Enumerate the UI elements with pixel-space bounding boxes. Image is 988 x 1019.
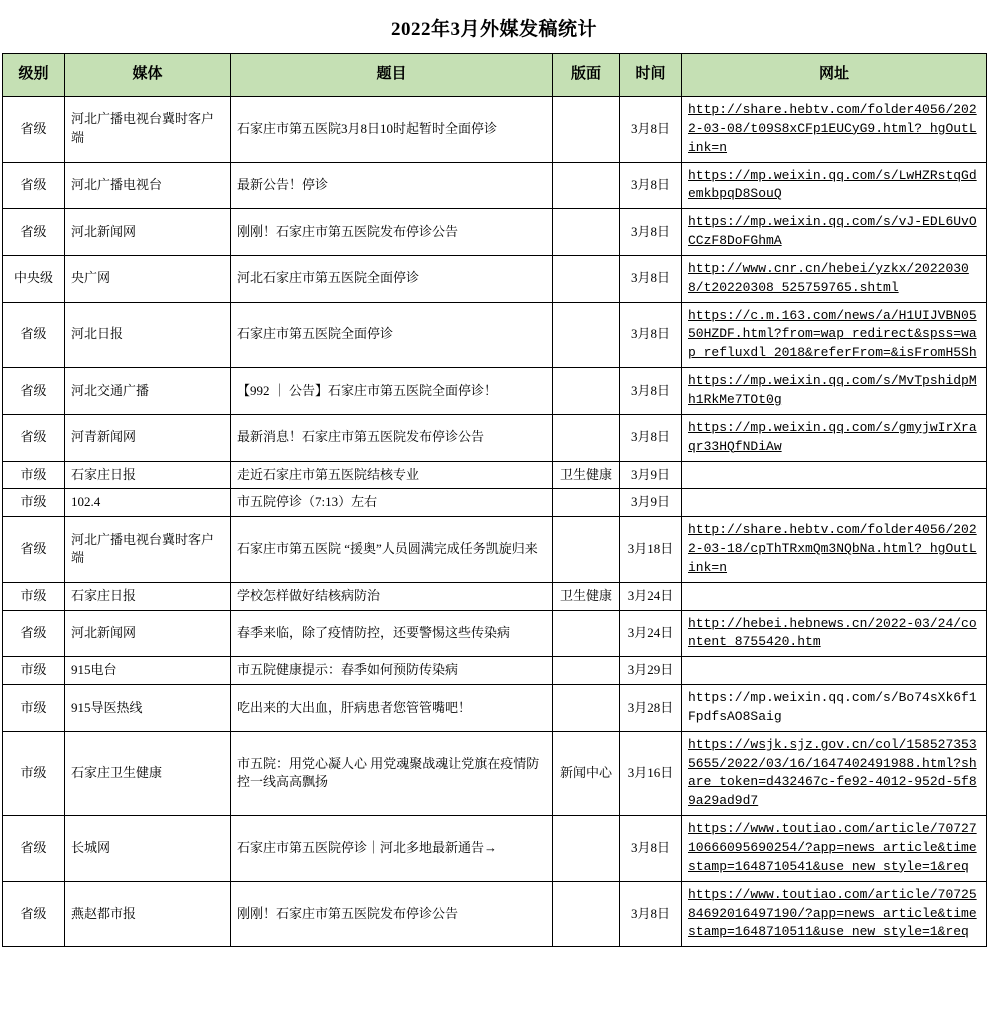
cell-date: 3月9日 xyxy=(620,461,682,489)
cell-section xyxy=(553,209,620,256)
table-row xyxy=(3,461,987,489)
table-row xyxy=(3,582,987,610)
url-link[interactable]: https://c.m.163.com/news/a/H1UIJVBN0550HZDF.html?from=wap_redirect&spss=wap_refluxdl_2018&referFrom=&isFromH5Sh xyxy=(688,307,977,361)
table-row xyxy=(3,685,987,732)
url-link[interactable]: http://share.hebtv.com/folder4056/2022-03-08/t09S8xCFp1EUCyG9.html? hgOutLink=n xyxy=(688,102,977,155)
cell-article-title: 走近石家庄市第五医院结核专业 xyxy=(231,461,553,489)
cell-section xyxy=(553,162,620,209)
cell-article-title: 最新消息！石家庄市第五医院发布停诊公告 xyxy=(231,414,553,461)
cell-level: 省级 xyxy=(3,302,65,368)
cell-level: 市级 xyxy=(3,582,65,610)
cell-level: 市级 xyxy=(3,685,65,732)
url-link: https://mp.weixin.qq.com/s/Bo74sXk6f1FpdfsAO8Saig xyxy=(688,690,977,724)
cell-url xyxy=(682,657,987,685)
cell-section: 新闻中心 xyxy=(553,731,620,815)
cell-date: 3月8日 xyxy=(620,816,682,882)
cell-url[interactable] xyxy=(682,302,987,368)
cell-url[interactable] xyxy=(682,368,987,415)
cell-level: 市级 xyxy=(3,657,65,685)
cell-section xyxy=(553,302,620,368)
cell-media: 河青新闻网 xyxy=(65,414,231,461)
cell-date: 3月28日 xyxy=(620,685,682,732)
url-link[interactable]: http://hebei.hebnews.cn/2022-03/24/content_8755420.htm xyxy=(688,615,977,650)
cell-date: 3月8日 xyxy=(620,368,682,415)
url-link[interactable]: https://mp.weixin.qq.com/s/gmyjwIrXraqr33HQfNDiAw xyxy=(688,419,977,454)
cell-date: 3月8日 xyxy=(620,414,682,461)
column-header-title: 题目 xyxy=(231,54,553,97)
cell-level: 省级 xyxy=(3,368,65,415)
cell-media: 河北广播电视台冀时客户端 xyxy=(65,517,231,583)
cell-article-title: 石家庄市第五医院3月8日10时起暂时全面停诊 xyxy=(231,97,553,163)
table-row xyxy=(3,489,987,517)
cell-media: 石家庄日报 xyxy=(65,582,231,610)
cell-section xyxy=(553,97,620,163)
cell-article-title: 市五院健康提示：春季如何预防传染病 xyxy=(231,657,553,685)
column-header-time: 时间 xyxy=(620,54,682,97)
cell-media: 石家庄日报 xyxy=(65,461,231,489)
cell-date: 3月9日 xyxy=(620,489,682,517)
cell-article-title: 石家庄市第五医院停诊｜河北多地最新通告→ xyxy=(231,816,553,882)
cell-media: 央广网 xyxy=(65,255,231,302)
table-row xyxy=(3,97,987,163)
cell-article-title: 石家庄市第五医院 “援奥”人员圆满完成任务凯旋归来 xyxy=(231,517,553,583)
cell-level: 市级 xyxy=(3,461,65,489)
table-header-row xyxy=(3,54,987,97)
table-row xyxy=(3,368,987,415)
cell-level: 中央级 xyxy=(3,255,65,302)
cell-date: 3月8日 xyxy=(620,209,682,256)
cell-date: 3月24日 xyxy=(620,582,682,610)
column-header-media: 媒体 xyxy=(65,54,231,97)
cell-media: 915电台 xyxy=(65,657,231,685)
cell-date: 3月8日 xyxy=(620,97,682,163)
cell-level: 省级 xyxy=(3,610,65,657)
cell-article-title: 市五院：用党心凝人心 用党魂聚战魂让党旗在疫情防控一线高高飘扬 xyxy=(231,731,553,815)
table-header xyxy=(3,54,987,97)
column-header-level: 级别 xyxy=(3,54,65,97)
column-header-url: 网址 xyxy=(682,54,987,97)
cell-section: 卫生健康 xyxy=(553,582,620,610)
cell-section xyxy=(553,255,620,302)
cell-section xyxy=(553,414,620,461)
cell-media: 河北日报 xyxy=(65,302,231,368)
cell-url xyxy=(682,489,987,517)
cell-url[interactable] xyxy=(682,414,987,461)
cell-media: 长城网 xyxy=(65,816,231,882)
cell-level: 省级 xyxy=(3,881,65,947)
url-link[interactable]: https://www.toutiao.com/article/7072584692016497190/?app=news_article&timestamp=1648710511&use_new_style=1&req xyxy=(688,886,977,940)
cell-article-title: 吃出来的大出血，肝病患者您管管嘴吧！ xyxy=(231,685,553,732)
cell-level: 省级 xyxy=(3,816,65,882)
table-row xyxy=(3,610,987,657)
cell-date: 3月8日 xyxy=(620,255,682,302)
cell-media: 燕赵都市报 xyxy=(65,881,231,947)
cell-level: 省级 xyxy=(3,97,65,163)
cell-media: 915导医热线 xyxy=(65,685,231,732)
cell-article-title: 【992 ｜ 公告】石家庄市第五医院全面停诊！ xyxy=(231,368,553,415)
page-title: 2022年3月外媒发稿统计 xyxy=(390,19,597,40)
cell-date: 3月18日 xyxy=(620,517,682,583)
table-row xyxy=(3,209,987,256)
cell-url[interactable] xyxy=(682,685,987,732)
cell-article-title: 市五院停诊（7:13）左右 xyxy=(231,489,553,517)
table-row xyxy=(3,302,987,368)
cell-url[interactable] xyxy=(682,816,987,882)
cell-section xyxy=(553,657,620,685)
cell-article-title: 刚刚！石家庄市第五医院发布停诊公告 xyxy=(231,209,553,256)
cell-article-title: 学校怎样做好结核病防治 xyxy=(231,582,553,610)
cell-article-title: 最新公告！停诊 xyxy=(231,162,553,209)
url-link[interactable]: http://www.cnr.cn/hebei/yzkx/20220308/t20220308_525759765.shtml xyxy=(688,260,969,295)
url-link[interactable]: https://www.toutiao.com/article/7072710666095690254/?app=news_article&timestamp=1648710541&use_new_style=1&req xyxy=(688,821,977,874)
cell-media: 河北新闻网 xyxy=(65,209,231,256)
cell-level: 市级 xyxy=(3,489,65,517)
cell-section xyxy=(553,816,620,882)
table-row xyxy=(3,517,987,583)
cell-section xyxy=(553,610,620,657)
cell-section xyxy=(553,489,620,517)
cell-media: 石家庄卫生健康 xyxy=(65,731,231,815)
url-link[interactable]: http://share.hebtv.com/folder4056/2022-03-18/cpThTRxmQm3NQbNa.html? hgOutLink=n xyxy=(688,522,977,575)
table-row xyxy=(3,657,987,685)
url-link[interactable]: https://mp.weixin.qq.com/s/vJ-EDL6UvOCCzF8DoFGhmA xyxy=(688,214,977,249)
cell-article-title: 石家庄市第五医院全面停诊 xyxy=(231,302,553,368)
cell-date: 3月8日 xyxy=(620,881,682,947)
cell-level: 市级 xyxy=(3,731,65,815)
cell-date: 3月16日 xyxy=(620,731,682,815)
table-row xyxy=(3,731,987,815)
cell-section xyxy=(553,685,620,732)
cell-url[interactable] xyxy=(682,731,987,815)
cell-url xyxy=(682,582,987,610)
cell-media: 河北广播电视台冀时客户端 xyxy=(65,97,231,163)
cell-url[interactable] xyxy=(682,517,987,583)
url-link[interactable]: https://wsjk.sjz.gov.cn/col/1585273535655/2022/03/16/1647402491988.html?share_token=d432467c-fe92-4012-952d-5f89a29ad9d7 xyxy=(688,736,977,809)
cell-url[interactable] xyxy=(682,97,987,163)
cell-article-title: 河北石家庄市第五医院全面停诊 xyxy=(231,255,553,302)
column-header-page: 版面 xyxy=(553,54,620,97)
cell-level: 省级 xyxy=(3,162,65,209)
table-row xyxy=(3,162,987,209)
cell-level: 省级 xyxy=(3,517,65,583)
cell-section: 卫生健康 xyxy=(553,461,620,489)
cell-url[interactable] xyxy=(682,255,987,302)
cell-article-title: 春季来临，除了疫情防控，还要警惕这些传染病 xyxy=(231,610,553,657)
cell-media: 河北新闻网 xyxy=(65,610,231,657)
table-row xyxy=(3,255,987,302)
cell-section xyxy=(553,368,620,415)
cell-section xyxy=(553,517,620,583)
table-row xyxy=(3,414,987,461)
table-row xyxy=(3,816,987,882)
cell-level: 省级 xyxy=(3,414,65,461)
cell-url[interactable] xyxy=(682,881,987,947)
cell-url[interactable] xyxy=(682,610,987,657)
cell-media: 102.4 xyxy=(65,489,231,517)
cell-url xyxy=(682,461,987,489)
cell-media: 河北广播电视台 xyxy=(65,162,231,209)
cell-date: 3月29日 xyxy=(620,657,682,685)
cell-article-title: 刚刚！石家庄市第五医院发布停诊公告 xyxy=(231,881,553,947)
table-body xyxy=(3,97,987,947)
cell-url[interactable] xyxy=(682,162,987,209)
cell-url[interactable] xyxy=(682,209,987,256)
media-statistics-table xyxy=(2,53,987,947)
table-row xyxy=(3,881,987,947)
cell-date: 3月24日 xyxy=(620,610,682,657)
cell-date: 3月8日 xyxy=(620,162,682,209)
cell-media: 河北交通广播 xyxy=(65,368,231,415)
url-link[interactable]: https://mp.weixin.qq.com/s/MvTpshidpMh1RkMe7TOt0g xyxy=(688,373,977,407)
cell-date: 3月8日 xyxy=(620,302,682,368)
cell-section xyxy=(553,881,620,947)
cell-level: 省级 xyxy=(3,209,65,256)
url-link[interactable]: https://mp.weixin.qq.com/s/LwHZRstqGdemkbpqD8SouQ xyxy=(688,167,977,202)
